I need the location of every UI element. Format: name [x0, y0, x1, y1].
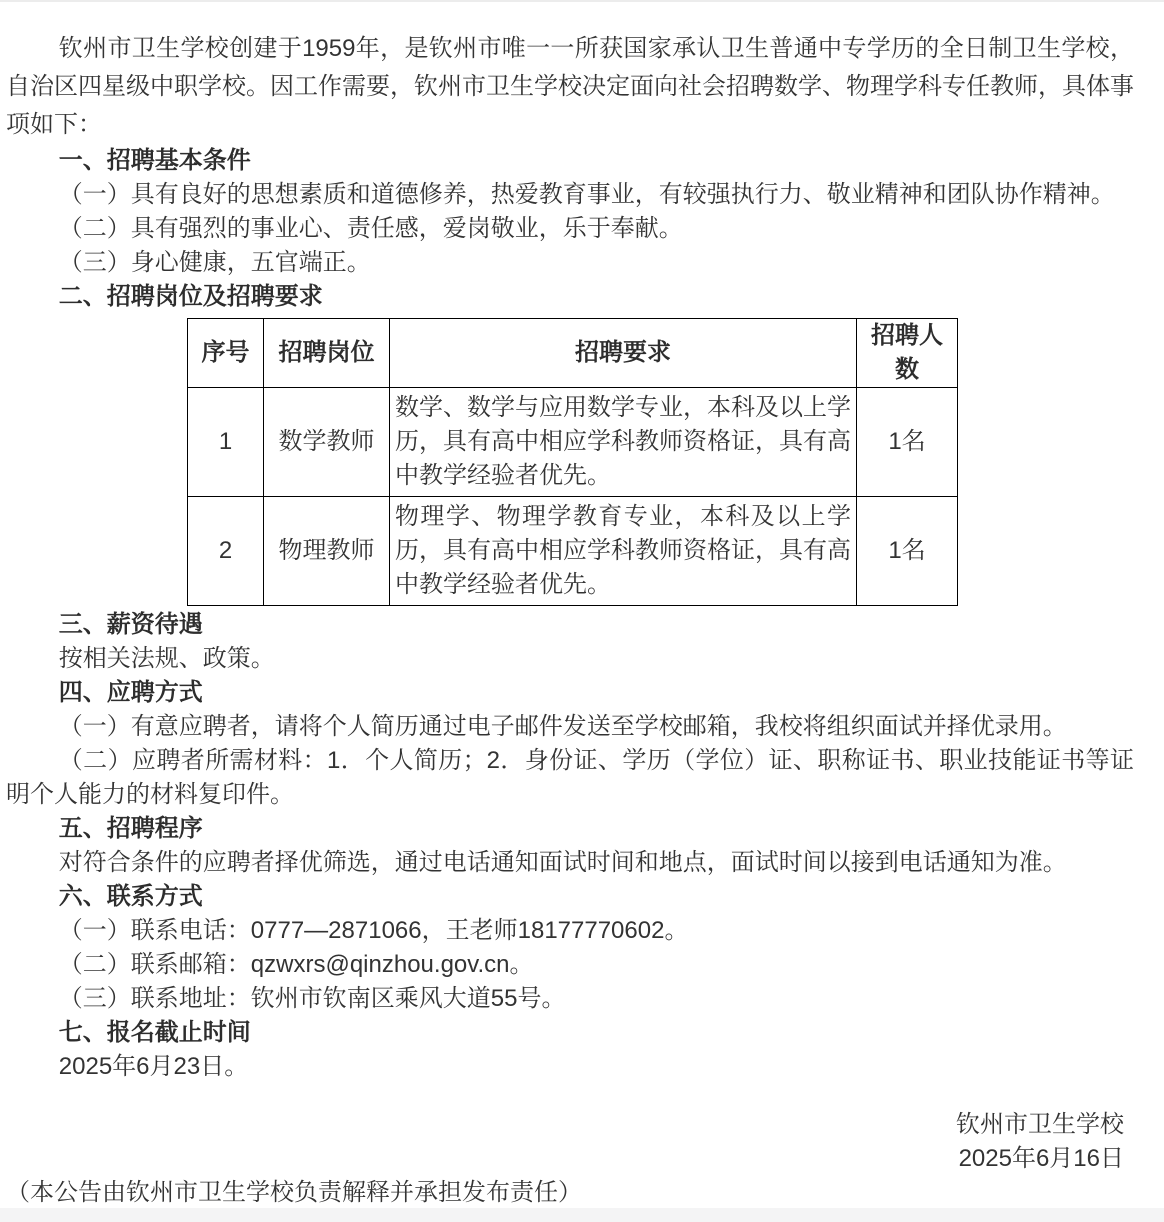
table-row	[188, 497, 958, 606]
intro-paragraph: 钦州市卫生学校创建于1959年，是钦州市唯一一所获国家承认卫生普通中专学历的全日制卫生学校，自治区四星级中职学校。因工作需要，钦州市卫生学校决定面向社会招聘数学、物理学科专任教师，具体事项如下：	[6, 35, 1134, 138]
contact-phone: （一）联系电话：0777—2871066，王老师18177770602。	[58, 917, 689, 944]
section-2-heading: 二、招聘岗位及招聘要求	[58, 283, 323, 310]
table-header-post: 招聘岗位	[264, 319, 390, 388]
section-4-item-1: （一）有意应聘者，请将个人简历通过电子邮件发送至学校邮箱，我校将组织面试并择优录用。	[58, 713, 1067, 740]
cell-requirements: 物理学、物理学教育专业，本科及以上学历，具有高中相应学科教师资格证，具有高中教学经验者优先。	[390, 497, 857, 606]
section-1-item-2: （二）具有强烈的事业心、责任感，爱岗敬业，乐于奉献。	[58, 215, 683, 242]
deadline-date: 2025年6月23日。	[58, 1053, 249, 1080]
cell-count: 1名	[857, 497, 958, 606]
section-1-item-1: （一）具有良好的思想素质和道德修养，热爱教育事业，有较强执行力、敬业精神和团队协作精神。	[58, 181, 1115, 208]
table-row	[188, 388, 958, 497]
cell-post: 物理教师	[264, 497, 390, 606]
cell-no: 2	[188, 497, 264, 606]
section-4-heading: 四、应聘方式	[58, 679, 203, 706]
table-header-count: 招聘人数	[857, 319, 958, 388]
footnote: （本公告由钦州市卫生学校负责解释并承担发布责任）	[6, 1179, 582, 1206]
signature-org: 钦州市卫生学校	[956, 1111, 1124, 1138]
contact-address: （三）联系地址：钦州市钦南区乘风大道55号。	[58, 985, 566, 1012]
table-header-no: 序号	[188, 319, 264, 388]
section-7-heading: 七、报名截止时间	[58, 1019, 251, 1046]
section-5-heading: 五、招聘程序	[58, 815, 203, 842]
section-3-heading: 三、薪资待遇	[58, 611, 203, 638]
bottom-bar	[0, 1208, 1164, 1222]
table-header-requirements: 招聘要求	[390, 319, 857, 388]
recruitment-table	[187, 318, 958, 606]
section-1-item-3: （三）身心健康，五官端正。	[58, 249, 371, 276]
cell-post: 数学教师	[264, 388, 390, 497]
contact-email: （二）联系邮箱：qzwxrs@qinzhou.gov.cn。	[58, 951, 534, 978]
section-3-body: 按相关法规、政策。	[58, 645, 275, 672]
section-4-item-2: （二）应聘者所需材料：1．个人简历；2．身份证、学历（学位）证、职称证书、职业技能证书等证明个人能力的材料复印件。	[6, 747, 1134, 808]
section-6-heading: 六、联系方式	[58, 883, 203, 910]
section-1-heading: 一、招聘基本条件	[58, 147, 251, 174]
cell-count: 1名	[857, 388, 958, 497]
signature-date: 2025年6月16日	[958, 1145, 1124, 1172]
cell-no: 1	[188, 388, 264, 497]
section-5-body: 对符合条件的应聘者择优筛选，通过电话通知面试时间和地点，面试时间以接到电话通知为准。	[58, 849, 1067, 876]
cell-requirements: 数学、数学与应用数学专业，本科及以上学历，具有高中相应学科教师资格证，具有高中教学经验者优先。	[390, 388, 857, 497]
table-header-row	[188, 319, 958, 388]
signature-block	[6, 1108, 1124, 1176]
announcement-document	[0, 2, 1164, 1210]
